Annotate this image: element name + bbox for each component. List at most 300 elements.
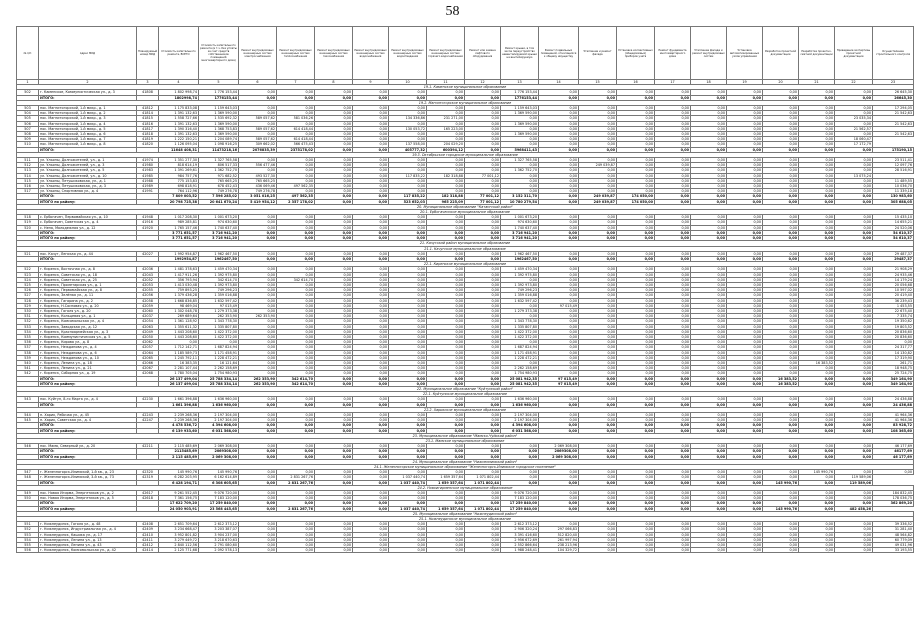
amount-cell: 3 051 016,25	[239, 194, 277, 199]
amount-cell: 0,00	[539, 501, 579, 506]
row-number: 552	[17, 527, 39, 532]
amount-cell: 0,00	[277, 236, 315, 241]
amount-cell: 0,00	[617, 95, 655, 100]
amount-cell: 0,00	[617, 506, 655, 511]
row-number: 523	[17, 272, 39, 277]
amount-cell: 175190,15	[873, 147, 914, 152]
amount-cell: 0,00	[427, 95, 465, 100]
amount-cell: 0,00	[691, 397, 727, 402]
amount-cell: 0,00	[691, 236, 727, 241]
amount-cell: 0,00	[691, 132, 727, 137]
amount-cell: 0,00	[655, 329, 691, 334]
amount-cell: 1 001 673,20	[501, 215, 539, 220]
amount-cell: 493 527,30	[239, 173, 277, 178]
amount-cell: 0,00	[617, 548, 655, 553]
amount-cell: 0,00	[239, 491, 277, 496]
amount-cell: 0,00	[353, 293, 389, 298]
row-number: 540	[17, 360, 39, 365]
amount-cell: 0,00	[579, 142, 617, 147]
amount-cell: 0,00	[315, 381, 353, 386]
amount-cell: 0,00	[501, 303, 539, 308]
amount-cell: 0,00	[655, 137, 691, 142]
amount-cell: 0,00	[617, 184, 655, 189]
amount-cell: 0,00	[239, 90, 277, 95]
address-cell: пос. Магнитогорский, 1-й микр., д. 1	[39, 106, 137, 111]
amount-cell: 0,00	[727, 444, 763, 449]
amount-cell: 0,00	[427, 423, 465, 428]
amount-cell: 21 542,63	[873, 111, 914, 116]
amount-cell: 0,00	[465, 340, 501, 345]
amount-cell: 0,00	[465, 293, 501, 298]
amount-cell: 0,00	[277, 251, 315, 256]
amount-cell: 0,00	[277, 272, 315, 277]
amount-cell: 1 369 590,00	[199, 121, 239, 126]
amount-cell: 356 793,94	[159, 277, 199, 282]
amount-cell: 0,00	[389, 272, 427, 277]
amount-cell: 0,00	[239, 470, 277, 475]
amount-cell: 0,00	[315, 111, 353, 116]
amount-cell: 0,00	[835, 314, 873, 319]
column-header: Стоимость капитального ремонта, ВСЕГО	[159, 27, 199, 80]
amount-cell: 0,00	[239, 340, 277, 345]
amount-cell: 0,00	[465, 543, 501, 548]
amount-cell: 0,00	[691, 329, 727, 334]
amount-cell: 0,00	[617, 267, 655, 272]
amount-cell: 678 452,43	[199, 184, 239, 189]
amount-cell: 0,00	[691, 267, 727, 272]
amount-cell: 0,00	[427, 288, 465, 293]
amount-cell: 0,00	[727, 293, 763, 298]
amount-cell: 7 183 120,00	[501, 496, 539, 501]
amount-cell: 22 675,40	[873, 308, 914, 313]
amount-cell: 0,00	[353, 251, 389, 256]
amount-cell: 0,00	[427, 293, 465, 298]
row-number: 556	[17, 548, 39, 553]
amount-cell: 0,00	[539, 230, 579, 235]
amount-cell: 0,00	[655, 184, 691, 189]
amount-cell: 0,00	[501, 454, 539, 459]
amount-cell: 0,00	[799, 194, 835, 199]
amount-cell: 0,00	[617, 381, 655, 386]
amount-cell: 0,00	[315, 168, 353, 173]
amount-cell: 0,00	[539, 251, 579, 256]
column-header: Ремонт внутридомовых инженерных систем теплоснабжения	[277, 27, 315, 80]
amount-cell: 0,00	[239, 236, 277, 241]
amount-cell: 0,00	[763, 501, 799, 506]
amount-cell: 0,00	[691, 454, 727, 459]
amount-cell: 2069308,00	[199, 449, 239, 454]
amount-cell: 0,00	[799, 381, 835, 386]
amount-cell: 2 651 709,64	[159, 522, 199, 527]
row-number: 533	[17, 324, 39, 329]
amount-cell: 0,00	[727, 449, 763, 454]
amount-cell: 0,00	[655, 282, 691, 287]
amount-cell: 436 069,46	[239, 184, 277, 189]
amount-cell: 0,00	[835, 355, 873, 360]
amount-cell: 0,00	[501, 470, 539, 475]
amount-cell: 0,00	[277, 444, 315, 449]
house-id-cell: 41988	[137, 178, 159, 183]
column-header: Ремонт внутридомовых инженерных систем водоснабжения	[353, 27, 389, 80]
amount-cell: 0,00	[799, 236, 835, 241]
amount-cell: 0,00	[763, 454, 799, 459]
amount-cell: 0,00	[579, 230, 617, 235]
amount-cell: 0,00	[691, 376, 727, 381]
amount-cell: 0,00	[277, 282, 315, 287]
house-id-cell: 42243	[137, 413, 159, 418]
amount-cell: 0,00	[691, 199, 727, 204]
amount-cell: 0,00	[277, 189, 315, 194]
amount-cell: 0,00	[763, 90, 799, 95]
amount-cell: 0,00	[727, 350, 763, 355]
amount-cell: 0,00	[277, 293, 315, 298]
amount-cell: 0,00	[465, 470, 501, 475]
amount-cell: 0,00	[427, 381, 465, 386]
amount-cell: 0,00	[389, 345, 427, 350]
amount-cell: 0,00	[799, 444, 835, 449]
amount-cell: 20 056,68	[873, 282, 914, 287]
amount-cell: 0,00	[727, 121, 763, 126]
address-cell: г. Железногорск-Илимский, 3-й кв., д. 73	[39, 475, 137, 480]
amount-cell: 1 765 157,46	[159, 225, 199, 230]
amount-cell: 0,00	[727, 397, 763, 402]
amount-cell: 2 197 304,00	[501, 413, 539, 418]
amount-cell: 1 780 705,04	[159, 371, 199, 376]
amount-cell: 0,00	[353, 90, 389, 95]
amount-cell: 0,00	[427, 189, 465, 194]
amount-cell: 0,00	[465, 298, 501, 303]
amount-cell: 0,00	[655, 126, 691, 131]
amount-cell: 0,00	[427, 470, 465, 475]
amount-cell: 0,00	[277, 90, 315, 95]
amount-cell: 0,00	[465, 282, 501, 287]
row-number: 551	[17, 522, 39, 527]
amount-cell: 0,00	[799, 532, 835, 537]
amount-cell: 0,00	[655, 163, 691, 168]
amount-cell: 46 177,69	[873, 454, 914, 459]
amount-cell: 0,00	[353, 548, 389, 553]
amount-cell: 0,00	[799, 548, 835, 553]
address-cell: пос. Качуг, Ленская ул., д. 44	[39, 251, 137, 256]
amount-cell: 0,00	[617, 158, 655, 163]
amount-cell: 0,00	[539, 329, 579, 334]
row-number: 526	[17, 288, 39, 293]
amount-cell: 0,00	[389, 168, 427, 173]
amount-cell: 0,00	[353, 371, 389, 376]
amount-cell: 1 037 440,74	[389, 475, 427, 480]
amount-cell: 0,00	[617, 189, 655, 194]
amount-cell: 0,00	[353, 147, 389, 152]
column-header: Ремонт внутридомовых инженерных систем газоснабжения	[315, 27, 353, 80]
amount-cell: 0,00	[691, 121, 727, 126]
amount-cell: 0,00	[579, 340, 617, 345]
amount-cell: 0,00	[617, 303, 655, 308]
amount-cell: 1 098 916,25	[199, 142, 239, 147]
amount-cell: 0,00	[835, 340, 873, 345]
amount-cell: 0,00	[539, 106, 579, 111]
column-index: 18	[691, 80, 727, 85]
amount-cell: 1 391 269,61	[159, 168, 199, 173]
amount-cell: 1776153,44	[199, 95, 239, 100]
amount-cell: 0,00	[277, 303, 315, 308]
house-id-cell: 42058	[137, 298, 159, 303]
amount-cell: 36 239,43	[873, 298, 914, 303]
row-number: 544	[17, 413, 39, 418]
amount-cell: 1 369 590,00	[501, 111, 539, 116]
amount-cell: 0,00	[691, 345, 727, 350]
amount-cell: 0,00	[465, 267, 501, 272]
amount-cell: 0,00	[539, 308, 579, 313]
amount-cell: 0,00	[427, 178, 465, 183]
amount-cell: 0,00	[579, 537, 617, 542]
house-id-cell: 41816	[137, 121, 159, 126]
amount-cell: 0,00	[835, 350, 873, 355]
amount-cell: 1 754 980,93	[199, 371, 239, 376]
amount-cell: 0,00	[389, 449, 427, 454]
amount-cell: 0,00	[539, 397, 579, 402]
column-header: Адрес МКД	[39, 27, 137, 80]
amount-cell: 145 990,76	[763, 480, 799, 485]
amount-cell: 0,00	[315, 454, 353, 459]
amount-cell: 0,00	[353, 220, 389, 225]
amount-cell: 0,00	[617, 282, 655, 287]
amount-cell: 0,00	[579, 334, 617, 339]
amount-cell: 1 351 277,30	[159, 158, 199, 163]
amount-cell: 0,00	[315, 413, 353, 418]
amount-cell: 1 459 470,34	[501, 267, 539, 272]
amount-cell: 0,00	[579, 475, 617, 480]
amount-cell: 0,00	[691, 548, 727, 553]
amount-cell: 0,00	[389, 267, 427, 272]
amount-cell: 0,00	[315, 366, 353, 371]
amount-cell: 1 443 208,60	[159, 334, 199, 339]
amount-cell: 0,00	[799, 491, 835, 496]
amount-cell: 2 831 267,76	[277, 475, 315, 480]
amount-cell: 21 908,29	[873, 267, 914, 272]
amount-cell: 0,00	[427, 137, 465, 142]
amount-cell: 0,00	[579, 251, 617, 256]
amount-cell: 1 659 357,64	[427, 475, 465, 480]
amount-cell: 0,00	[691, 256, 727, 261]
amount-cell: 0,00	[799, 355, 835, 360]
amount-cell: 0,00	[277, 402, 315, 407]
amount-cell: 0,00	[465, 184, 501, 189]
amount-cell: 41 964,36	[873, 418, 914, 423]
amount-cell: 0,00	[239, 329, 277, 334]
amount-cell: 19 803,52	[873, 324, 914, 329]
row-number: 502	[17, 90, 39, 95]
amount-cell: 0,00	[655, 314, 691, 319]
amount-cell: 0,00	[727, 496, 763, 501]
amount-cell: 0,00	[655, 178, 691, 183]
amount-cell: 19 350,62	[873, 319, 914, 324]
amount-cell: 1 962 467,50	[199, 251, 239, 256]
amount-cell: 3 771 651,57	[159, 230, 199, 235]
amount-cell: 0,00	[353, 355, 389, 360]
amount-cell: 1 071 802,44	[465, 475, 501, 480]
amount-cell: 0,00	[691, 173, 727, 178]
amount-cell: 33 193,55	[873, 548, 914, 553]
column-index: 22	[835, 80, 873, 85]
amount-cell: 7 183 120,00	[199, 496, 239, 501]
row-number: 503	[17, 106, 39, 111]
amount-cell: 0,00	[239, 215, 277, 220]
amount-cell: 0,00	[539, 413, 579, 418]
column-header: Осуществление строительного контроля	[873, 27, 914, 80]
amount-cell: 0,00	[763, 355, 799, 360]
address-cell: г. Железногорск-Илимский, 1-й кв., д. 23	[39, 470, 137, 475]
amount-cell: 0,00	[579, 116, 617, 121]
house-id-cell: 42057	[137, 345, 159, 350]
column-index: 5	[199, 80, 239, 85]
amount-cell: 0,00	[539, 121, 579, 126]
amount-cell: 0,00	[389, 371, 427, 376]
amount-cell: 0,00	[427, 340, 465, 345]
amount-cell: 0,00	[353, 298, 389, 303]
amount-cell: 989 285,81	[159, 220, 199, 225]
address-cell: ИТОГО:	[39, 449, 137, 454]
amount-cell: 0,00	[465, 329, 501, 334]
address-cell: п. Харик, Советская ул., д. 4	[39, 418, 137, 423]
house-id-cell: 42411	[137, 537, 159, 542]
amount-cell: 0,00	[277, 308, 315, 313]
address-cell: ИТОГО:	[39, 501, 137, 506]
amount-cell: 0,00	[655, 319, 691, 324]
amount-cell: 21 542,63	[873, 121, 914, 126]
amount-cell: 0,00	[315, 251, 353, 256]
amount-cell: 0,00	[799, 496, 835, 501]
amount-cell: 0,00	[835, 543, 873, 548]
amount-cell: 0,00	[691, 298, 727, 303]
amount-cell: 0,00	[655, 132, 691, 137]
amount-cell: 1 392 975,80	[199, 272, 239, 277]
address-cell: ул. Ульяны, Долгожителей, ул., д. 3	[39, 163, 137, 168]
house-id-cell: 41974	[137, 158, 159, 163]
amount-cell: 0,00	[655, 475, 691, 480]
amount-cell: 0,00	[427, 236, 465, 241]
amount-cell: 974 630,60	[199, 220, 239, 225]
amount-cell: 0,00	[389, 308, 427, 313]
amount-cell: 0,00	[763, 282, 799, 287]
amount-cell: 0,00	[539, 225, 579, 230]
amount-cell: 0,00	[763, 334, 799, 339]
amount-cell: 0,00	[763, 178, 799, 183]
amount-cell: 21 542,63	[873, 132, 914, 137]
amount-cell: 0,00	[315, 230, 353, 235]
amount-cell: 0,00	[655, 501, 691, 506]
house-id-cell: 42320	[137, 470, 159, 475]
house-id-cell: 42211	[137, 444, 159, 449]
amount-cell: 231 271,00	[427, 116, 465, 121]
amount-cell: 1 661 396,88	[159, 397, 199, 402]
amount-cell: 0,00	[277, 548, 315, 553]
row-number: 553	[17, 532, 39, 537]
amount-cell: 0,00	[465, 95, 501, 100]
amount-cell: 0,00	[465, 147, 501, 152]
house-id-cell: 42049	[137, 329, 159, 334]
amount-cell: 0,00	[315, 350, 353, 355]
amount-cell: 0,00	[835, 220, 873, 225]
amount-cell: 0,00	[799, 116, 835, 121]
amount-cell: 145 990,76	[799, 470, 835, 475]
amount-cell: 0,00	[727, 340, 763, 345]
amount-cell: 1 017 208,30	[159, 215, 199, 220]
column-header: Установка автоматизированных узлов управления	[727, 27, 763, 80]
amount-cell: 1 159 643,03	[199, 106, 239, 111]
amount-cell: 0,00	[539, 288, 579, 293]
amount-cell: 0,00	[277, 324, 315, 329]
amount-cell: 0,00	[691, 506, 727, 511]
amount-cell: 0,00	[617, 126, 655, 131]
column-header: Проведение экспертизы проектной документации	[835, 27, 873, 80]
amount-cell: 0,00	[579, 220, 617, 225]
amount-cell: 0,00	[799, 163, 835, 168]
amount-cell: 18 948,75	[873, 366, 914, 371]
amount-cell: 0,00	[239, 371, 277, 376]
amount-cell: 0,00	[465, 111, 501, 116]
amount-cell: 0,00	[239, 132, 277, 137]
amount-cell: 0,00	[799, 522, 835, 527]
column-header: Утепление фасада и ремонт внутридомовых систем	[691, 27, 727, 80]
amount-cell: 0,00	[799, 402, 835, 407]
amount-cell: 3 771 651,57	[159, 236, 199, 241]
amount-cell: 0,00	[427, 444, 465, 449]
amount-cell: 0,00	[239, 444, 277, 449]
amount-cell: 3 716 941,20	[501, 230, 539, 235]
amount-cell: 0,00	[465, 449, 501, 454]
amount-cell: 0,00	[617, 371, 655, 376]
amount-cell: 0,00	[617, 298, 655, 303]
amount-cell: 0,00	[799, 137, 835, 142]
amount-cell: 0,00	[353, 319, 389, 324]
amount-cell: 0,00	[617, 121, 655, 126]
amount-cell: 566 475,43	[277, 142, 315, 147]
amount-cell: 0,00	[835, 449, 873, 454]
amount-cell: 2 239 268,36	[159, 418, 199, 423]
amount-cell: 2076835,39	[239, 147, 277, 152]
amount-cell: 0,00	[389, 329, 427, 334]
amount-cell: 0,00	[353, 137, 389, 142]
address-cell: г. Киренск, Первомайская ул., д. 8	[39, 288, 137, 293]
amount-cell: 0,00	[465, 163, 501, 168]
amount-cell: 1 661 396,88	[159, 402, 199, 407]
amount-cell: 0,00	[617, 106, 655, 111]
amount-cell: 0,00	[835, 423, 873, 428]
amount-cell: 0,00	[835, 168, 873, 173]
address-cell: г. Киренск, Гоголя ул., д. 20	[39, 308, 137, 313]
amount-cell: 0,00	[315, 277, 353, 282]
section-heading: 21. Качугский район муниципальное образование	[17, 241, 914, 246]
amount-cell: 134 336,86	[389, 116, 427, 121]
amount-cell: 759 893,25	[159, 288, 199, 293]
amount-cell: 0,00	[427, 360, 465, 365]
amount-cell: 0,00	[315, 501, 353, 506]
amount-cell: 0,00	[353, 491, 389, 496]
section-heading: 25.1. Нижнеудинское муниципальное образование	[17, 517, 914, 522]
house-id-cell: 41980	[137, 163, 159, 168]
amount-cell: 0,00	[835, 215, 873, 220]
house-id-cell: 42409	[137, 527, 159, 532]
amount-cell: 0,00	[539, 142, 579, 147]
address-cell: г. Киренск, Нежданова ул., д. 4	[39, 345, 137, 350]
amount-cell: 0,00	[315, 158, 353, 163]
amount-cell: 0,00	[617, 288, 655, 293]
amount-cell: 0,00	[727, 225, 763, 230]
row-number: 546	[17, 444, 39, 449]
amount-cell: 1 687 824,94	[501, 345, 539, 350]
amount-cell: 523 652,03	[389, 199, 427, 204]
amount-cell: 0,00	[315, 220, 353, 225]
